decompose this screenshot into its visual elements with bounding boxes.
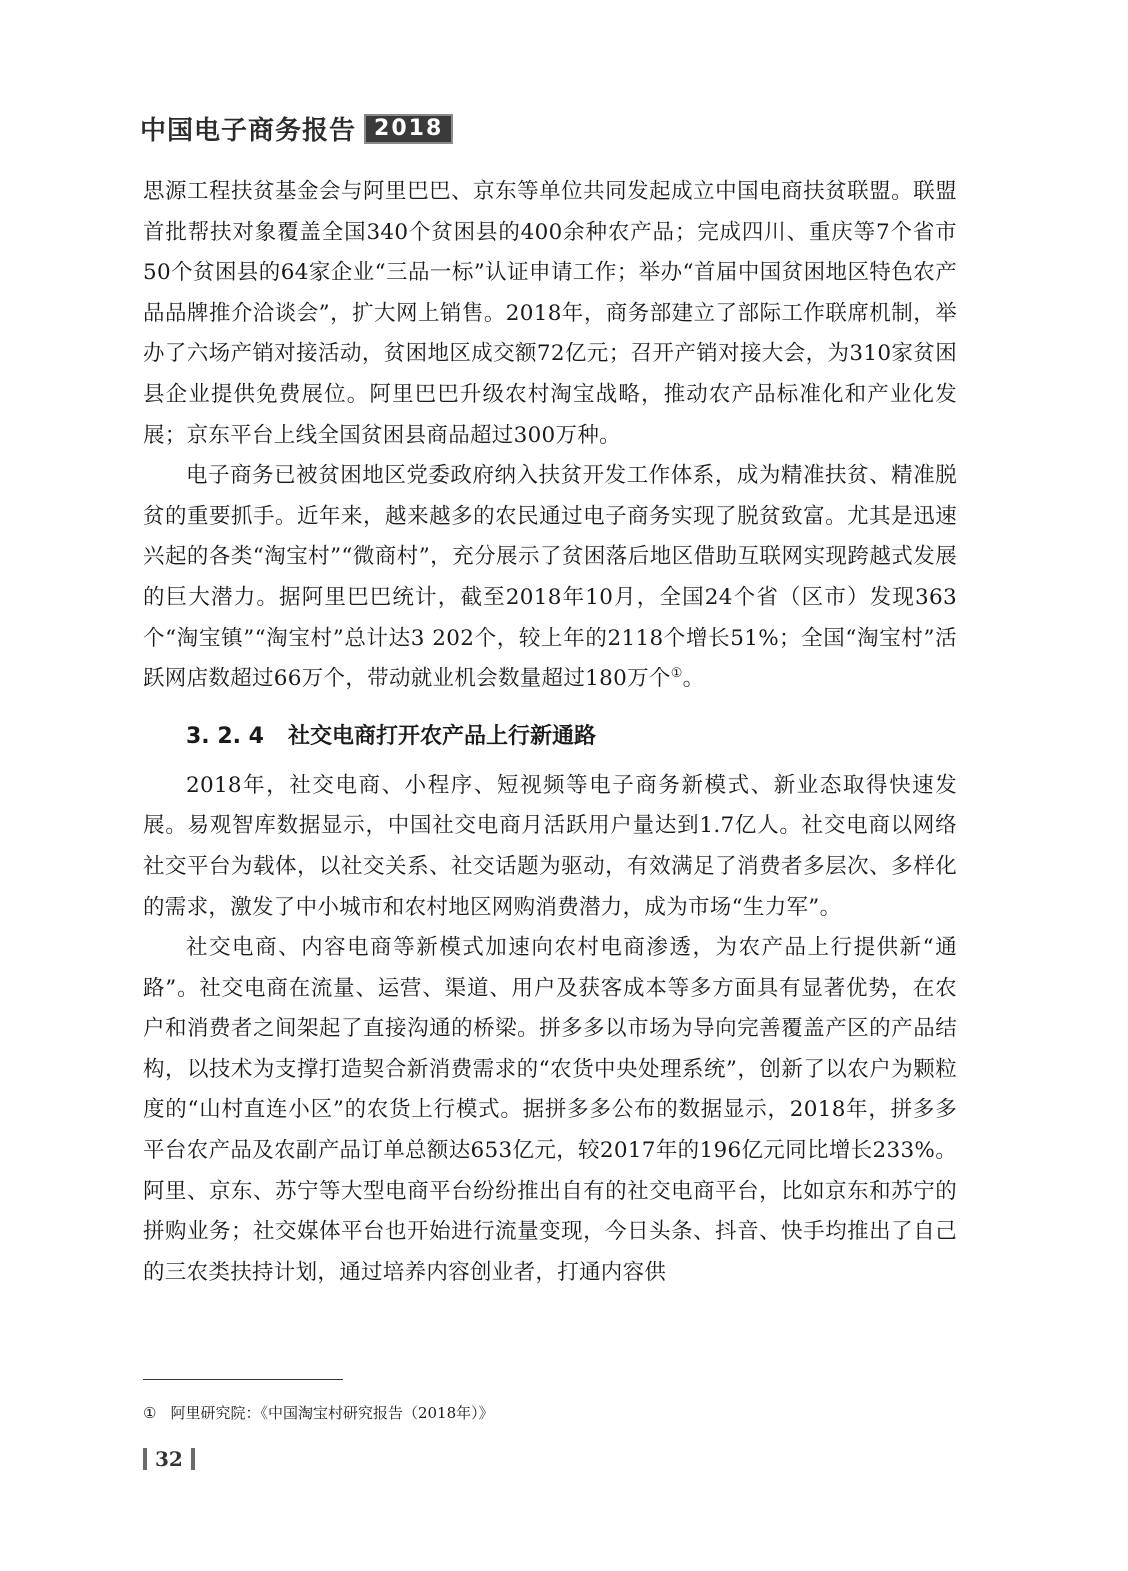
- footnote-reference[interactable]: ①: [670, 665, 683, 681]
- paragraph-2-end: 。: [682, 666, 705, 692]
- paragraph-1: 思源工程扶贫基金会与阿里巴巴、京东等单位共同发起成立中国电商扶贫联盟。联盟首批帮扶对象覆盖全国340个贫困县的400余种农产品；完成四川、重庆等7个省市50个贫困县的64家企业“三品一标”认证申请工作；举办“首届中国贫困地区特色农产品品牌推介洽谈会”，扩大网上销售。2018年，商务部建立了部际工作联席机制，举办了六场产销对接活动，贫困地区成交额72亿元；召开产销对接大会，为310家贫困县企业提供免费展位。阿里巴巴升级农村淘宝战略，推动农产品标准化和产业化发展；京东平台上线全国贫困县商品超过300万种。: [143, 179, 957, 448]
- section-number: 3. 2. 4: [186, 723, 264, 749]
- main-content: [143, 172, 957, 1293]
- paragraph-4: 社交电商、内容电商等新模式加速向农村电商渗透，为农产品上行提供新“通路”。社交电商在流量、运营、渠道、用户及获客成本等多方面具有显著优势，在农户和消费者之间架起了直接沟通的桥梁。拼多多以市场为导向完善覆盖产区的产品结构，以技术为支撑打造契合新消费需求的“农货中央处理系统”，创新了以农户为颗粒度的“山村直连小区”的农货上行模式。据拼多多公布的数据显示，2018年，拼多多平台农产品及农副产品订单总额达653亿元，较2017年的196亿元同比增长233%。阿里、京东、苏宁等大型电商平台纷纷推出自有的社交电商平台，比如京东和苏宁的拼购业务；社交媒体平台也开始进行流量变现，今日头条、抖音、快手均推出了自己的三农类扶持计划，通过培养内容创业者，打通内容供: [143, 935, 957, 1285]
- footnote-divider: [143, 1379, 343, 1380]
- book-title: 中国电子商务报告: [140, 116, 357, 146]
- page-number: 32: [155, 1447, 183, 1471]
- running-header: [140, 110, 453, 147]
- paragraph-2: [143, 456, 957, 700]
- paragraph-2-text: 电子商务已被贫困地区党委政府纳入扶贫开发工作体系，成为精准扶贫、精准脱贫的重要抓手。近年来，越来越多的农民通过电子商务实现了脱贫致富。尤其是迅速兴起的各类“淘宝村”“微商村”，充分展示了贫困落后地区借助互联网实现跨越式发展的巨大潜力。据阿里巴巴统计，截至2018年10月，全国24个省（区市）发现363个“淘宝镇”“淘宝村”总计达3 202个，较上年的2118个增长51%；全国“淘宝村”活跃网店数超过66万个，带动就业机会数量超过180万个: [143, 463, 957, 692]
- footnote: [143, 1402, 494, 1424]
- section-heading: [186, 720, 957, 754]
- paragraph-3: 2018年，社交电商、小程序、短视频等电子商务新模式、新业态取得快速发展。易观智库数据显示，中国社交电商月活跃用户量达到1.7亿人。社交电商以网络社交平台为载体，以社交关系、社交话题为驱动，有效满足了消费者多层次、多样化的需求，激发了中小城市和农村地区网购消费潜力，成为市场“生力军”。: [143, 772, 957, 920]
- page-number-bar-left: [143, 1448, 147, 1470]
- page-number-bar-right: [191, 1448, 195, 1470]
- section-title: 社交电商打开农产品上行新通路: [287, 723, 596, 749]
- footnote-marker: ①: [143, 1404, 157, 1422]
- page-footer: [143, 1447, 195, 1471]
- book-year-badge: 2018: [364, 114, 453, 144]
- footnote-text: 阿里研究院：《中国淘宝村研究报告（2018年）》: [170, 1404, 494, 1422]
